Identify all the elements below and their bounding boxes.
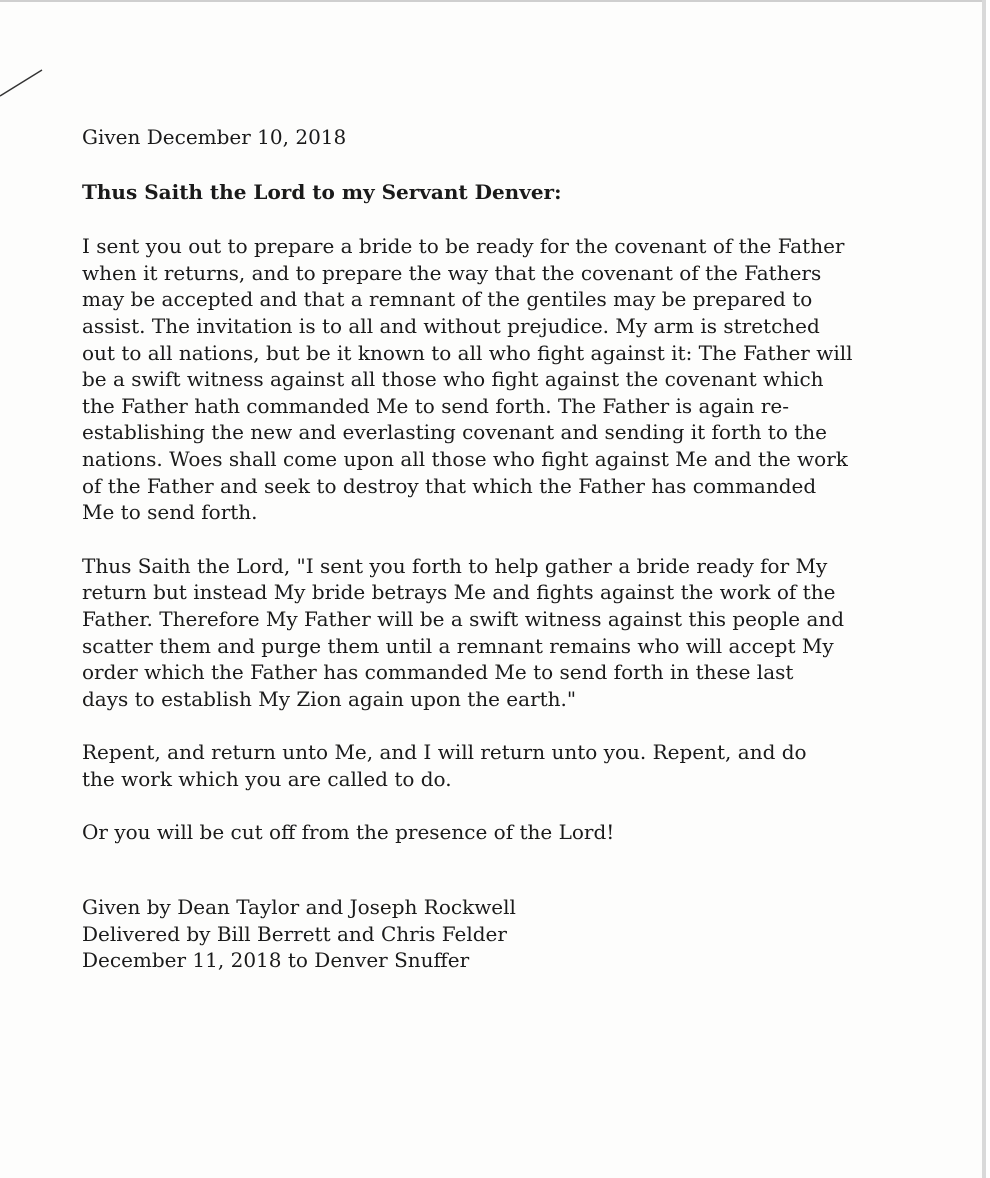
paragraph-3: Repent, and return unto Me, and I will return unto you. Repent, and do the work which you are called to do. bbox=[82, 740, 807, 791]
paragraph-1: I sent you out to prepare a bride to be ready for the covenant of the Father when it returns, and to prepare the way that the covenant of the Fathers may be accepted and that a remnant of the gentiles may be prepared to assist. The invitation is to all and without prejudice. My arm is stretched out to all nations, but be it known to all who fight against it: The Father will be a swift witness against all those who fight against the covenant which the Father hath commanded Me to send forth. The Father is again re- establishing the new and everlasting covenant and sending it forth to the nations. Woes shall come upon all those who fight against Me and the work of the Father and seek to destroy that which the Father has commanded Me to send forth. bbox=[82, 234, 853, 525]
date-line: Given December 10, 2018 bbox=[82, 125, 347, 149]
delivered-date-line: December 11, 2018 to Denver Snuffer bbox=[82, 948, 470, 973]
page-top-edge bbox=[0, 0, 986, 2]
letter-heading: Thus Saith the Lord to my Servant Denver: bbox=[82, 179, 562, 204]
paragraph-2: Thus Saith the Lord, "I sent you forth to help gather a bride ready for My return but instead My bride betrays Me and fights against the work of the Father. Therefore My Father will be a swift witness against this people and scatter them and purge them until a remnant remains who will accept My order which the Father has commanded Me to send forth in these last days to establish My Zion again upon the earth." bbox=[82, 553, 845, 711]
letter-body bbox=[82, 124, 872, 974]
pen-stroke-mark bbox=[0, 0, 60, 110]
delivered-by-line: Delivered by Bill Berrett and Chris Felder bbox=[82, 921, 507, 946]
signature-block bbox=[82, 894, 872, 974]
page-right-edge bbox=[982, 0, 986, 1178]
given-by-line: Given by Dean Taylor and Joseph Rockwell bbox=[82, 895, 516, 920]
paragraph-4: Or you will be cut off from the presence of the Lord! bbox=[82, 820, 615, 845]
